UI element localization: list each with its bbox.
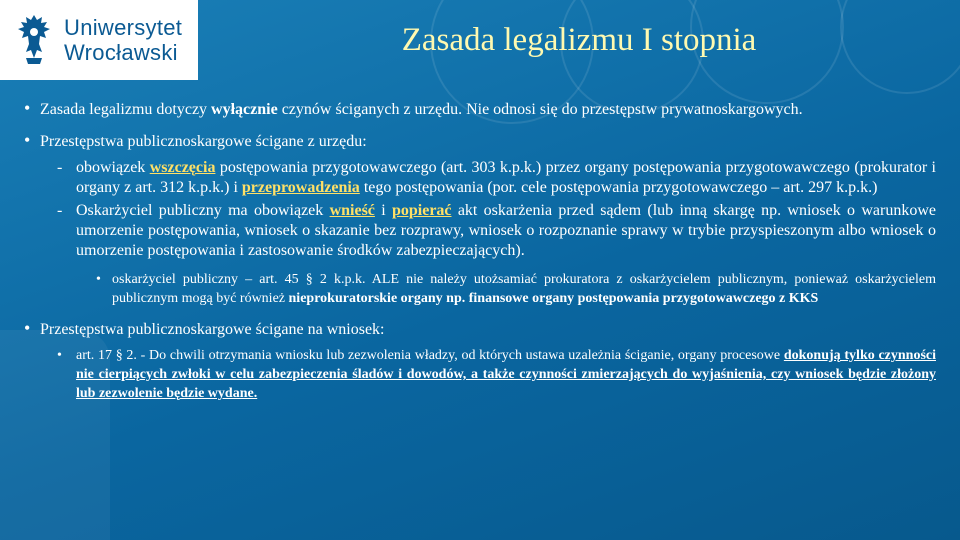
text-run: oskarżyciel publiczny – art. 45 § 2 k.p.k. ALE nie należy utożsamiać prokuratora z oskarżycielem publicznym, ponieważ oskarżycielem publicznym mogą być również xyxy=(112,272,936,306)
text-run: tego postępowania (por. cele postępowania przygotowawczego – art. 297 k.p.k.) xyxy=(359,179,878,196)
eagle-emblem-icon xyxy=(12,12,56,68)
text-run: akt oskarżenia przed sądem (lub inną skargę np. wniosek o warunkowe umorzenie postępowania, wniosek o skazanie bez rozprawy, wniosek o rozpoznanie sprawy w trybie przyspieszonym albo wniosek o umorzenie postępowania i zastosowanie środków zabezpieczających). xyxy=(76,202,936,259)
highlighted-term: popierać xyxy=(391,202,452,219)
slide-title: Zasada legalizmu I stopnia xyxy=(401,22,757,58)
dash-item-indictment xyxy=(24,201,936,261)
bullet-on-request xyxy=(24,320,936,340)
slide-content xyxy=(24,100,936,403)
text-run: Oskarżyciel publiczny ma obowiązek xyxy=(76,202,330,219)
emphasis-text: dokonują tylko czynności nie cierpiących zwłoki w celu zabezpieczenia śladów i dowodów, a także czynności zmierzających do wyjaśnienia, czy wniosek będzie złożony lub zezwolenie będzie wydane. xyxy=(76,348,936,401)
emphasis-text: wyłącznie xyxy=(211,101,278,118)
text-run: czynów ściganych z urzędu. Nie odnosi się do przestępstw prywatnoskargowych. xyxy=(277,101,803,118)
text-run: postępowania przygotowawczego (art. 303 k.p.k.) przez organy postępowania przygotowawczego (prokurator i organy z art. 312 k.p.k.) i xyxy=(76,159,937,196)
text-run: Zasada legalizmu dotyczy xyxy=(40,101,212,118)
bullet-art-17 xyxy=(24,346,936,403)
text-run: obowiązek xyxy=(76,159,150,176)
highlighted-term: przeprowadzenia xyxy=(241,179,360,196)
highlighted-term: wnieść xyxy=(329,202,375,219)
bullet-ex-officio xyxy=(24,132,936,152)
university-logo xyxy=(0,0,198,80)
text-run: Przestępstwa publicznoskargowe ścigane na wniosek: xyxy=(40,321,385,338)
sub-bullet-public-prosecutor xyxy=(24,270,936,308)
text-run: i xyxy=(374,202,392,219)
highlighted-term: wszczęcia xyxy=(149,159,216,176)
logo-text xyxy=(64,15,182,65)
dash-item-initiation xyxy=(24,158,936,198)
logo-line-2: Wrocławski xyxy=(64,40,178,65)
text-run: Przestępstwa publicznoskargowe ścigane z urzędu: xyxy=(40,133,367,150)
text-run: art. 17 § 2. - Do chwili otrzymania wniosku lub zezwolenia władzy, od których ustawa uzależnia ściganie, organy procesowe xyxy=(76,348,784,363)
bullet-scope xyxy=(24,100,936,120)
emphasis-text: nieprokuratorskie organy np. finansowe organy postępowania przygotowawczego z KKS xyxy=(288,291,819,306)
logo-line-1: Uniwersytet xyxy=(64,15,183,40)
